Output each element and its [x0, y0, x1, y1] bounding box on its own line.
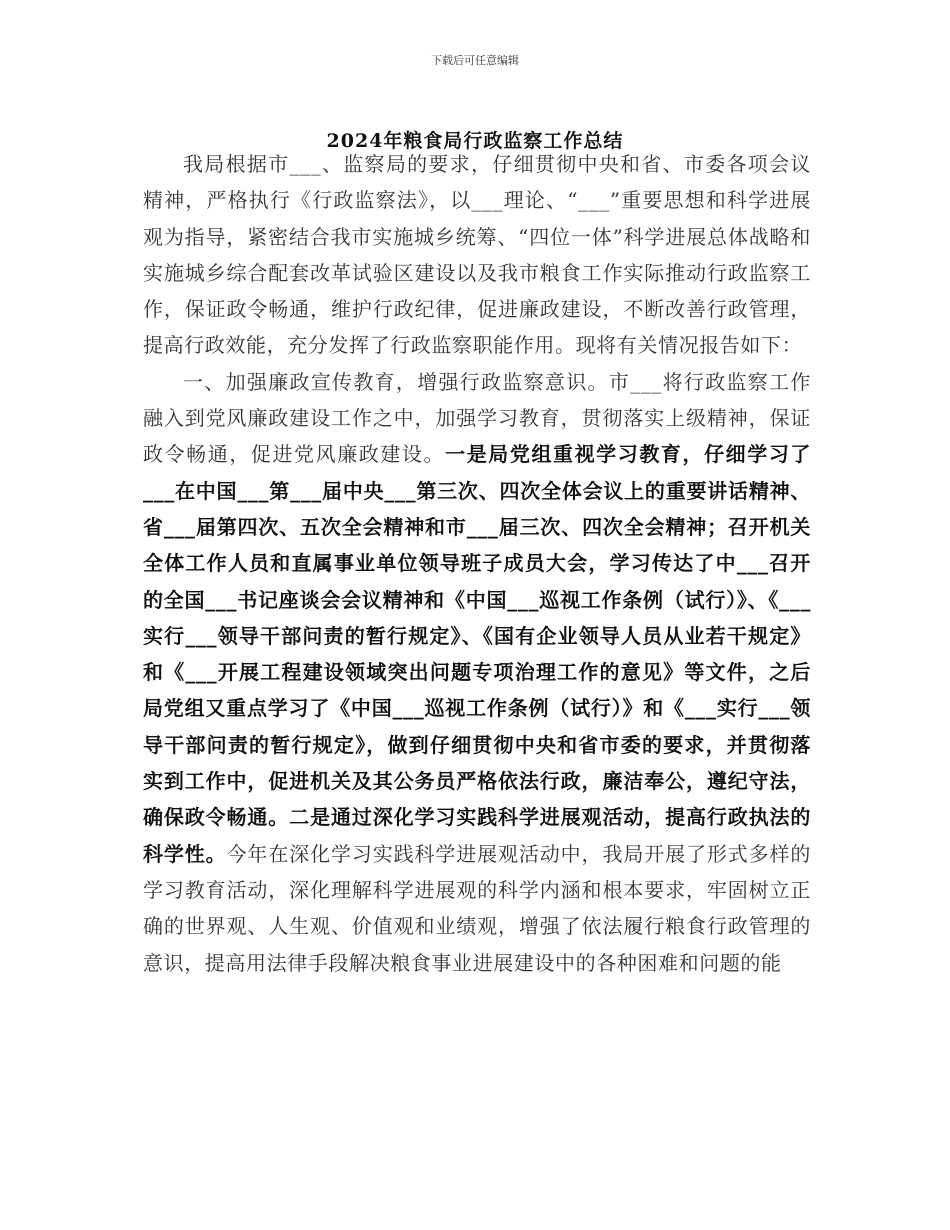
document-body	[143, 146, 811, 981]
header-note: 下载后可任意编辑	[431, 54, 519, 67]
section-one-bold-text: 一是局党组重视学习教育，仔细学习了___在中国___第___届中央___第三次、四次全体会议上的重要讲话精神、省___届第四次、五次全会精神和市___届三次、四次全会精神；召开机关全体工作人员和直属事业单位领导班子成员大会，学习传达了中___召开的全国___书记座谈会会议精神和《中国___巡视工作条例（试行）》、《___实行___领导干部问责的暂行规定》、《国有企业领导人员从业若干规定》和《___开展工程建设领域突出问题专项治理工作的意见》等文件，之后局党组又重点学习了《中国___巡视工作条例（试行）》和《___实行___领导干部问责的暂行规定》，做到仔细贯彻中央和省市委的要求，并贯彻落实到工作中，促进机关及其公务员严格依法行政，廉洁奉公，遵纪守法，确保政令畅通。二是通过深化学习实践科学进展观活动，提高行政执法的科学性。	[143, 442, 811, 866]
paragraph-intro-text: 我局根据市___、监察局的要求，仔细贯彻中央和省、市委各项会议精神，严格执行《行政监察法》，以___理论、“___”重要思想和科学进展观为指导，紧密结合我市实施城乡统筹、“四位一体”科学进展总体战略和实施城乡综合配套改革试验区建设以及我市粮食工作实际推动行政监察工作，保证政令畅通，维护行政纪律，促进廉政建设，不断改善行政管理，提高行政效能，充分发挥了行政监察职能作用。现将有关情况报告如下：	[143, 152, 811, 358]
section-one-rest: 今年在深化学习实践科学进展观活动中，我局开展了形式多样的学习教育活动，深化理解科学进展观的科学内涵和根本要求，牢固树立正确的世界观、人生观、价值观和业绩观，增强了依法履行粮食行政管理的意识，提高用法律手段解决粮食事业进展建设中的各种困难和问题的能	[143, 841, 811, 975]
section-one-lead: 一、加强廉政宣传教育，增强行政监察意识。市___将行政监察工作融入到党风廉政建设工作之中，加强学习教育，贯彻落实上级精神，保证政令畅通，促进党风廉政建设。	[143, 369, 811, 467]
paragraph-section-one	[143, 364, 811, 981]
document-title: 2024年粮食局行政监察工作总结	[326, 130, 624, 152]
paragraph-intro	[143, 146, 811, 364]
